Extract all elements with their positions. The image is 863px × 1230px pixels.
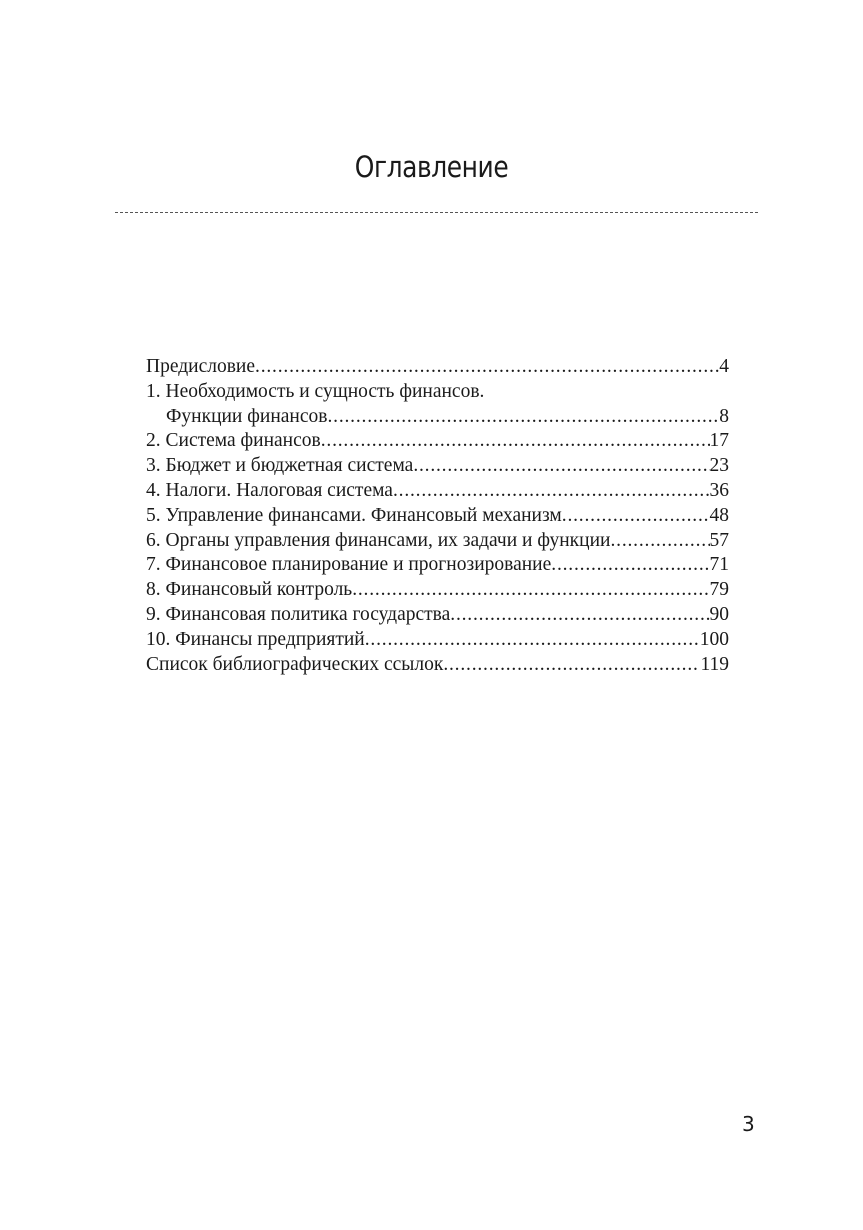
- toc-entry-label: 6. Органы управления финансами, их задачи и функции: [146, 529, 611, 551]
- toc-entry-label: 7. Финансовое планирование и прогнозирование: [146, 554, 552, 576]
- toc-entry-page: 4: [719, 356, 729, 377]
- toc-entry-page: 79: [709, 579, 729, 601]
- toc-dot-leader: [551, 553, 709, 578]
- toc-entry-chapter-1[interactable]: [146, 380, 729, 405]
- toc-dot-leader: [413, 454, 709, 479]
- toc-entry-label: Функции финансов: [166, 405, 328, 427]
- toc-entry-page: 90: [709, 603, 729, 625]
- toc-entry-chapter-4[interactable]: [146, 479, 729, 504]
- toc-entry-label: 10. Финансы предприятий: [146, 628, 365, 650]
- toc-entry-page: 119: [700, 653, 729, 675]
- toc-entry-label: Предисловие: [146, 356, 256, 377]
- toc-entry-page: 71: [709, 554, 729, 576]
- toc-dot-leader: [321, 429, 710, 454]
- toc-entry-label: 9. Финансовая политика государства: [146, 603, 451, 625]
- toc-entry-chapter-1-cont[interactable]: [146, 405, 729, 430]
- toc-entry-preface[interactable]: [146, 355, 729, 380]
- toc-entry-label: 1. Необходимость и сущность финансов.: [146, 380, 485, 402]
- toc-entry-label: 4. Налоги. Налоговая система: [146, 479, 393, 501]
- toc-entry-page: 57: [709, 529, 729, 551]
- toc-entry-chapter-10[interactable]: [146, 628, 729, 653]
- toc-entry-page: 36: [709, 479, 729, 501]
- toc-entry-chapter-7[interactable]: [146, 553, 729, 578]
- page-number: 3: [742, 1112, 755, 1136]
- toc-entry-page: 100: [699, 628, 729, 650]
- toc-entry-chapter-9[interactable]: [146, 603, 729, 628]
- title-divider: [115, 212, 758, 213]
- toc-entry-page: 8: [719, 405, 729, 427]
- toc-entry-page: 23: [709, 455, 729, 477]
- toc-dot-leader: [255, 355, 719, 380]
- page-title: Оглавление: [354, 150, 509, 184]
- toc-entry-chapter-2[interactable]: [146, 429, 729, 454]
- toc-entry-label: 3. Бюджет и бюджетная система: [146, 455, 414, 477]
- toc-dot-leader: [352, 578, 709, 603]
- table-of-contents: [146, 355, 729, 677]
- toc-entry-label: 2. Система финансов: [146, 430, 321, 452]
- toc-entry-label: 5. Управление финансами. Финансовый механизм: [146, 504, 562, 526]
- toc-entry-label: Список библиографических ссылок: [146, 653, 444, 675]
- toc-dot-leader: [393, 479, 710, 504]
- toc-dot-leader: [443, 653, 700, 678]
- toc-entry-page: 48: [709, 504, 729, 526]
- toc-entry-label: 8. Финансовый контроль: [146, 579, 353, 601]
- toc-entry-chapter-6[interactable]: [146, 529, 729, 554]
- toc-entry-chapter-3[interactable]: [146, 454, 729, 479]
- toc-dot-leader: [327, 405, 719, 430]
- toc-entry-bibliography[interactable]: [146, 653, 729, 678]
- toc-entry-chapter-5[interactable]: [146, 504, 729, 529]
- toc-dot-leader: [450, 603, 709, 628]
- toc-entry-chapter-8[interactable]: [146, 578, 729, 603]
- toc-dot-leader: [365, 628, 700, 653]
- toc-entry-page: 17: [709, 430, 729, 452]
- toc-dot-leader: [610, 529, 709, 554]
- toc-dot-leader: [562, 504, 710, 529]
